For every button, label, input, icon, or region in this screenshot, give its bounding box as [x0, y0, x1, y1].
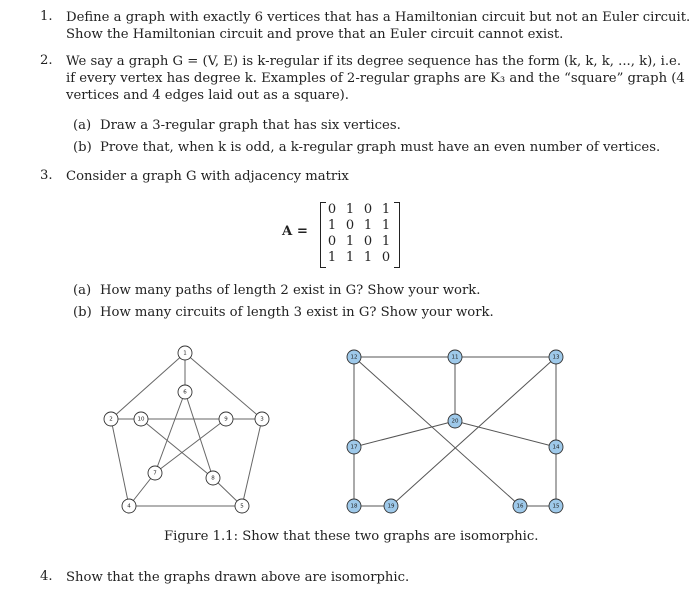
problem-3-number: 3.: [40, 168, 53, 183]
problem-1-line-1: Define a graph with exactly 6 vertices that has a Hamiltonian circuit but not an Euler circuit.: [66, 10, 691, 25]
graph-node-20: [448, 414, 462, 428]
matrix-label: A =: [282, 224, 308, 239]
svg-text:15: 15: [552, 503, 560, 510]
svg-text:18: 18: [350, 503, 358, 510]
matrix-cell: 0: [363, 202, 373, 217]
graph-1-edges: [111, 350, 262, 506]
problem-3b-text: How many circuits of length 3 exist in G? Show your work.: [100, 305, 494, 320]
graph-node-8: [206, 471, 220, 485]
graph-node-15: [549, 499, 563, 513]
figure-caption: Figure 1.1: Show that these two graphs are isomorphic.: [164, 529, 539, 544]
graph-node-19: [384, 499, 398, 513]
svg-text:1: 1: [183, 350, 187, 357]
matrix-cell: 1: [327, 250, 337, 265]
svg-text:8: 8: [211, 475, 215, 482]
matrix-cell: 0: [363, 234, 373, 249]
graph-node-14: [549, 440, 563, 454]
problem-2-number: 2.: [40, 53, 53, 68]
matrix-cell: 1: [327, 218, 337, 233]
matrix-cell: 0: [381, 250, 391, 265]
graph-node-2: [104, 412, 118, 426]
svg-text:7: 7: [153, 470, 157, 477]
svg-text:20: 20: [451, 418, 459, 425]
graph-node-4: [122, 499, 136, 513]
graph-node-6: [178, 385, 192, 399]
matrix-cell: 1: [363, 218, 373, 233]
svg-text:19: 19: [387, 503, 395, 510]
matrix-cell: 1: [381, 218, 391, 233]
svg-text:9: 9: [224, 416, 228, 423]
svg-text:4: 4: [127, 503, 131, 510]
graph-node-10: [134, 412, 148, 426]
matrix-cell: 1: [345, 202, 355, 217]
svg-text:2: 2: [109, 416, 113, 423]
svg-text:11: 11: [451, 354, 459, 361]
svg-text:13: 13: [552, 354, 560, 361]
problem-1-number: 1.: [40, 9, 53, 24]
matrix-cell: 1: [363, 250, 373, 265]
graph-node-13: [549, 350, 563, 364]
problem-2-line-2: if every vertex has degree k. Examples of 2-regular graphs are K₃ and the “square” graph (4: [66, 71, 685, 86]
graph-node-11: [448, 350, 462, 364]
problem-3-line-1: Consider a graph G with adjacency matrix: [66, 169, 349, 184]
graph-node-17: [347, 440, 361, 454]
graph-node-9: [219, 412, 233, 426]
problem-3a-label: (a): [73, 283, 92, 298]
problem-2b-text: Prove that, when k is odd, a k-regular graph must have an even number of vertices.: [100, 140, 661, 155]
problem-1-line-2: Show the Hamiltonian circuit and prove that an Euler circuit cannot exist.: [66, 27, 564, 42]
graph-node-3: [255, 412, 269, 426]
problem-2a-label: (a): [73, 118, 92, 133]
problem-3b-label: (b): [73, 305, 92, 320]
matrix-cell: 0: [345, 218, 355, 233]
problem-2-line-3: vertices and 4 edges laid out as a square).: [66, 88, 349, 103]
graph-node-5: [235, 499, 249, 513]
matrix-cell: 1: [345, 250, 355, 265]
svg-text:10: 10: [137, 416, 145, 423]
matrix-cell: 0: [327, 202, 337, 217]
graph-1-nodes: [104, 346, 269, 513]
svg-text:16: 16: [516, 503, 524, 510]
problem-2b-label: (b): [73, 140, 92, 155]
problem-4-number: 4.: [40, 569, 53, 584]
svg-text:3: 3: [260, 416, 264, 423]
graph-node-1: [178, 346, 192, 360]
matrix-cell: 0: [327, 234, 337, 249]
svg-text:12: 12: [350, 354, 358, 361]
svg-text:5: 5: [240, 503, 244, 510]
matrix-cell: 1: [345, 234, 355, 249]
graph-node-7: [148, 466, 162, 480]
matrix-cell: 1: [381, 234, 391, 249]
problem-2a-text: Draw a 3-regular graph that has six vertices.: [100, 118, 401, 133]
problem-4-line-1: Show that the graphs drawn above are isomorphic.: [66, 570, 410, 585]
problem-3a-text: How many paths of length 2 exist in G? Show your work.: [100, 283, 481, 298]
matrix-cell: 1: [381, 202, 391, 217]
problem-2-line-1: We say a graph G = (V, E) is k-regular if its degree sequence has the form (k, k, k, ..., k), i.e.: [66, 54, 682, 69]
svg-text:6: 6: [183, 389, 187, 396]
graph-node-12: [347, 350, 361, 364]
graph-node-18: [347, 499, 361, 513]
svg-text:14: 14: [552, 444, 560, 451]
graph-node-16: [513, 499, 527, 513]
svg-text:17: 17: [350, 444, 358, 451]
